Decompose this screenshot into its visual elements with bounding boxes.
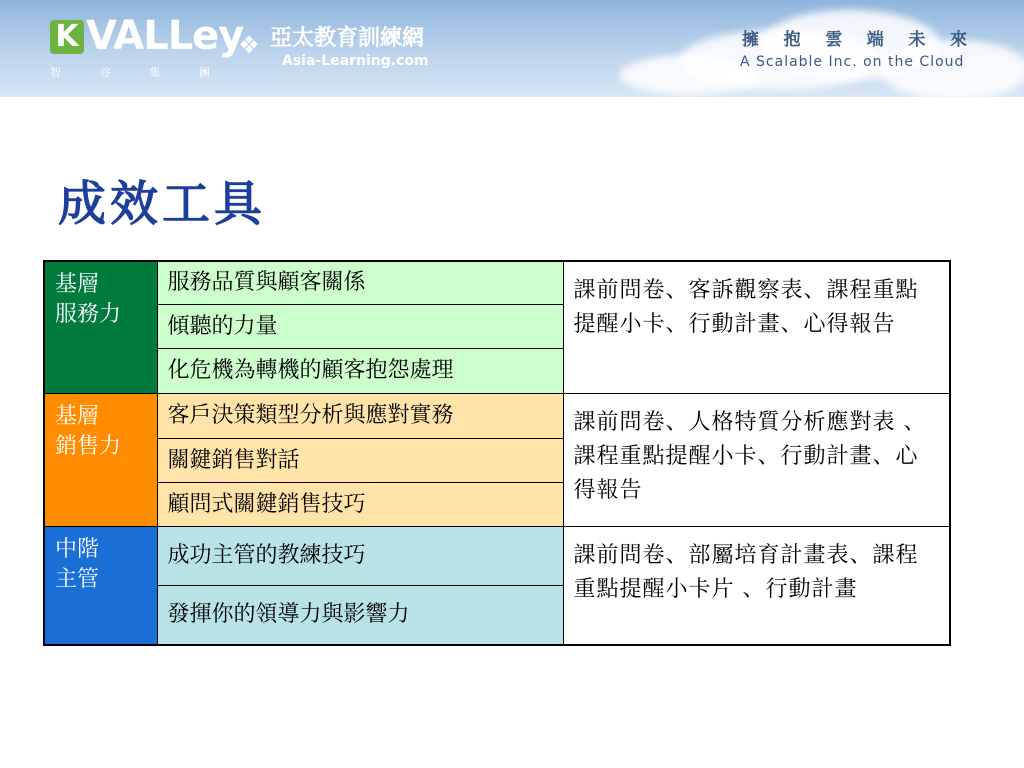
header-banner — [0, 0, 1024, 97]
effectiveness-tools-table — [43, 260, 951, 646]
level-cell-basic-service — [44, 261, 157, 394]
logo-mark: K — [50, 20, 84, 54]
logo-subtitle-char: 集 — [149, 66, 161, 79]
slogan-english: A Scalable Inc. on the Cloud — [740, 54, 965, 70]
logo-subtitle-char: 智 — [50, 66, 61, 79]
logo-subtitle-char: 谷 — [99, 66, 111, 79]
slogan-char: 擁 — [742, 30, 759, 50]
butterfly-icon: ❖ — [238, 31, 260, 59]
asia-learning-logo[interactable] — [232, 26, 472, 76]
tools-cell: 課前問卷、人格特質分析應對表 、課程重點提醒小卡、行動計畫、心得報告 — [563, 394, 950, 527]
slogan-char: 來 — [949, 30, 967, 50]
page-title: 成效工具 — [58, 176, 267, 232]
course-cell: 傾聽的力量 — [157, 305, 563, 349]
course-cell: 顧問式關鍵銷售技巧 — [157, 483, 563, 527]
level-label: 銷售力 — [55, 434, 122, 460]
asia-learning-url: Asia-Learning.com — [282, 53, 429, 69]
slogan-char: 未 — [908, 30, 926, 50]
logo-subtitle-char: 團 — [198, 66, 210, 79]
level-cell-basic-sales — [44, 394, 157, 527]
course-cell: 服務品質與顧客關係 — [157, 261, 563, 305]
slogan-char: 雲 — [825, 30, 843, 50]
level-cell-mid-manager — [44, 526, 157, 645]
logo-wordmark: VALLey — [86, 13, 244, 59]
level-label: 基層 — [55, 272, 100, 297]
course-cell: 關鍵銷售對話 — [157, 439, 563, 483]
course-cell: 發揮你的領導力與影響力 — [157, 586, 563, 645]
slogan-chinese — [742, 25, 967, 50]
slogan-char: 抱 — [783, 30, 801, 50]
kvalley-logo[interactable] — [50, 13, 244, 84]
level-label: 中階 — [55, 536, 100, 562]
level-label: 基層 — [55, 404, 100, 430]
course-cell: 化危機為轉機的顧客抱怨處理 — [157, 349, 563, 394]
logo-subtitle — [50, 64, 210, 80]
level-label: 主管 — [55, 566, 100, 592]
course-cell: 成功主管的教練技巧 — [157, 526, 563, 585]
course-cell: 客戶決策類型分析與應對實務 — [157, 394, 563, 439]
tools-cell: 課前問卷、部屬培育計畫表、課程重點提醒小卡片 、行動計畫 — [563, 526, 950, 645]
asia-learning-name: 亞太教育訓練網 — [270, 26, 425, 51]
tools-cell: 課前問卷、客訴觀察表、課程重點提醒小卡、行動計畫、心得報告 — [563, 261, 950, 394]
level-label: 服務力 — [55, 302, 122, 327]
slogan-char: 端 — [866, 30, 884, 50]
